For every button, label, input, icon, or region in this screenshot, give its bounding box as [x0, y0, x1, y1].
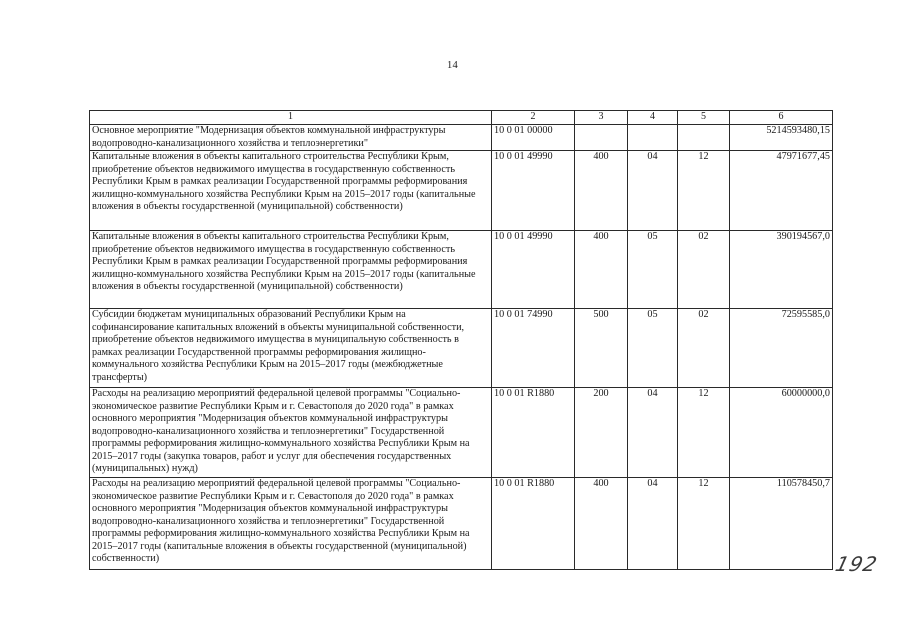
table-row: [90, 125, 833, 151]
row-code: 10 0 01 R1880: [492, 478, 575, 570]
row-code: 10 0 01 49990: [492, 231, 575, 309]
table-row: [90, 309, 833, 388]
page-number: 14: [446, 60, 459, 71]
header-col-6: 6: [730, 111, 833, 125]
row-col5: 02: [678, 231, 730, 309]
header-col-1: 1: [90, 111, 492, 125]
table-row: [90, 478, 833, 570]
budget-table: [89, 110, 833, 570]
row-col5: 12: [678, 388, 730, 478]
row-col5: [678, 125, 730, 151]
table-header-row: [90, 111, 833, 125]
row-amount: 60000000,0: [730, 388, 833, 478]
row-col4: 04: [628, 478, 678, 570]
row-amount: 390194567,0: [730, 231, 833, 309]
row-description: Расходы на реализацию мероприятий федеральной целевой программы "Социально-экономическое развитие Республики Крым и г. Севастополя до 2020 года" в рамках основного мероприятия "Модернизация объектов коммунальной инфраструктуры водопроводно-канализационного хозяйства и теплоэнергетики" Государственной программы реформирования жилищно-коммунального хозяйства Республики Крым на 2015–2017 годы (закупка товаров, работ и услуг для обеспечения государственных (муниципальных) нужд): [90, 388, 492, 478]
row-description: Основное мероприятие "Модернизация объектов коммунальной инфраструктуры водопроводно-канализационного хозяйства и теплоэнергетики": [90, 125, 492, 151]
row-amount: 5214593480,15: [730, 125, 833, 151]
row-code: 10 0 01 00000: [492, 125, 575, 151]
row-code: 10 0 01 49990: [492, 151, 575, 231]
table-row: [90, 388, 833, 478]
row-amount: 110578450,7: [730, 478, 833, 570]
row-col3: 200: [575, 388, 628, 478]
row-col3: 400: [575, 231, 628, 309]
row-col4: 05: [628, 309, 678, 388]
row-description: Капитальные вложения в объекты капитального строительства Республики Крым, приобретение объектов недвижимого имущества в государственную собственность Республики Крым в рамках реализации Государственной программы реформирования жилищно-коммунального хозяйства Республики Крым на 2015–2017 годы (капитальные вложения в объекты государственной (муниципальной) собственности): [90, 151, 492, 231]
row-col3: 400: [575, 151, 628, 231]
row-description: Расходы на реализацию мероприятий федеральной целевой программы "Социально-экономическое развитие Республики Крым и г. Севастополя до 2020 года" в рамках основного мероприятия "Модернизация объектов коммунальной инфраструктуры водопроводно-канализационного хозяйства и теплоэнергетики" Государственной программы реформирования жилищно-коммунального хозяйства Республики Крым на 2015–2017 годы (капитальные вложения в объекты государственной (муниципальной) собственности): [90, 478, 492, 570]
row-col3: [575, 125, 628, 151]
handwritten-page-mark: 192: [833, 552, 881, 576]
row-col3: 500: [575, 309, 628, 388]
row-amount: 47971677,45: [730, 151, 833, 231]
row-code: 10 0 01 R1880: [492, 388, 575, 478]
row-col4: [628, 125, 678, 151]
header-col-5: 5: [678, 111, 730, 125]
row-col5: 12: [678, 151, 730, 231]
row-amount: 72595585,0: [730, 309, 833, 388]
table-row: [90, 231, 833, 309]
row-col4: 04: [628, 388, 678, 478]
table-row: [90, 151, 833, 231]
row-col3: 400: [575, 478, 628, 570]
row-col4: 04: [628, 151, 678, 231]
header-col-2: 2: [492, 111, 575, 125]
row-col4: 05: [628, 231, 678, 309]
row-description: Субсидии бюджетам муниципальных образований Республики Крым на софинансирование капитальных вложений в объекты муниципальной собственности, приобретение объектов недвижимого имущества в муниципальную собственность в рамках реализации Государственной программы реформирования жилищно-коммунального хозяйства Республики Крым на 2015–2017 годы (межбюджетные трансферты): [90, 309, 492, 388]
row-description: Капитальные вложения в объекты капитального строительства Республики Крым, приобретение объектов недвижимого имущества в государственную собственность Республики Крым в рамках реализации Государственной программы реформирования жилищно-коммунального хозяйства Республики Крым на 2015–2017 годы (капитальные вложения в объекты государственной (муниципальной) собственности): [90, 231, 492, 309]
row-col5: 12: [678, 478, 730, 570]
header-col-4: 4: [628, 111, 678, 125]
header-col-3: 3: [575, 111, 628, 125]
row-code: 10 0 01 74990: [492, 309, 575, 388]
row-col5: 02: [678, 309, 730, 388]
